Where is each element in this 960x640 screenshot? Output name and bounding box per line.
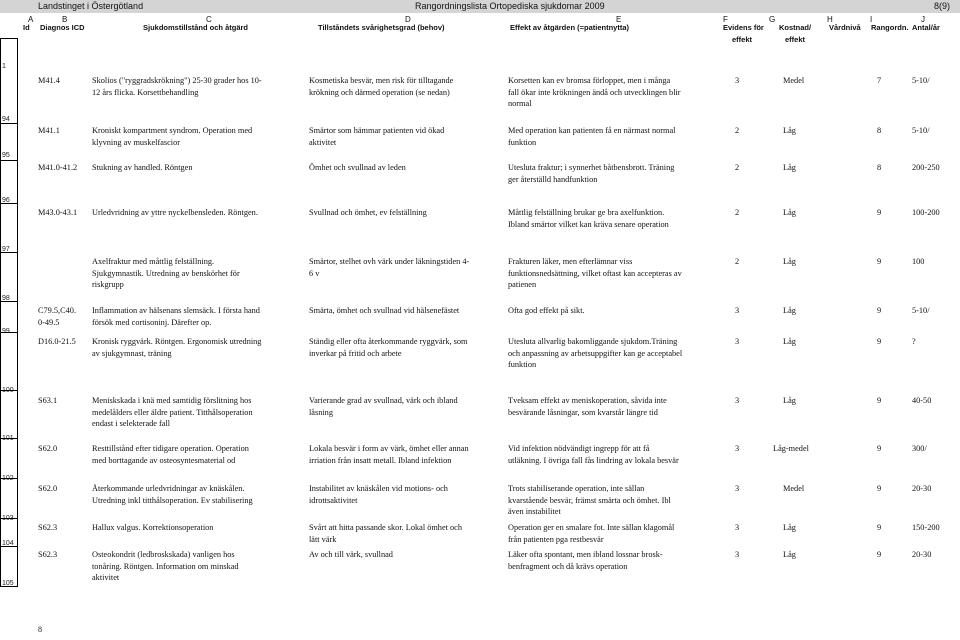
row-separator	[0, 332, 18, 333]
cell-sjukdom: Utredning inkl titthålsoperation. Ev stabilisering	[92, 495, 253, 505]
cell-sjukdom: Hallux valgus. Korrektionsoperation	[92, 523, 214, 532]
column-letter: D	[405, 15, 411, 24]
cell-effekt: ger återställd handfunktion	[508, 174, 598, 184]
row-number: 97	[2, 246, 10, 253]
header-effekt: Effekt av åtgärden (=patientnytta)	[510, 23, 629, 32]
row-number: 100	[2, 387, 14, 394]
cell-sjukdom: Kronisk ryggvärk. Röntgen. Ergonomisk utredning	[92, 337, 262, 346]
row-separator	[0, 123, 18, 124]
cell-evidens: 3	[735, 306, 740, 315]
cell-svarighet: Lokala besvär i form av värk, ömhet eller annan	[309, 444, 469, 453]
row-separator	[0, 203, 18, 204]
cell-svarighet: aktivitet	[309, 137, 337, 147]
footer-page-number: 8	[38, 625, 42, 634]
cell-sjukdom: Stukning av handled. Röntgen	[92, 163, 193, 172]
cell-rang: 9	[877, 484, 882, 493]
cell-sjukdom: Återkommande urledvridningar av knäskålen.	[92, 484, 245, 493]
cell-rang: 9	[877, 396, 882, 405]
row-number: 98	[2, 295, 10, 302]
cell-sjukdom: 12 års flicka. Korsettbehandling	[92, 87, 199, 97]
cell-kostnad: Låg	[783, 163, 796, 172]
cell-sjukdom: Axelfraktur med måttlig felställning.	[92, 257, 215, 266]
cell-rang: 9	[877, 523, 882, 532]
cell-rang: 9	[877, 306, 882, 315]
cell-svarighet: krökning och därmed operation (se nedan)	[309, 87, 450, 97]
cell-svarighet: inverkar på fritid och arbete	[309, 348, 402, 358]
row-separator	[0, 160, 18, 161]
cell-svarighet: Svårt att hitta passande skor. Lokal ömhet och	[309, 523, 462, 532]
cell-effekt: Ofta god effekt på sikt.	[508, 306, 585, 315]
cell-effekt: funktion	[508, 137, 537, 147]
cell-antal: 5-10/	[912, 306, 930, 315]
column-letter: J	[921, 15, 925, 24]
cell-antal: 5-10/	[912, 126, 930, 135]
row-number: 99	[2, 328, 10, 335]
cell-sjukdom: med borttagande av osteosyntesmaterial od	[92, 455, 236, 465]
cell-evidens: 3	[735, 76, 740, 85]
cell-effekt: Ibland smärtor vilket kan kräva senare operation	[508, 219, 669, 229]
cell-kostnad: Låg	[783, 306, 796, 315]
row-separator	[0, 38, 18, 39]
row-separator	[0, 438, 18, 439]
cell-svarighet: Ömhet och svullnad av leden	[309, 163, 406, 172]
cell-sjukdom: Kroniskt kompartment syndrom. Operation med	[92, 126, 253, 135]
row-number: 96	[2, 197, 10, 204]
cell-antal: ?	[912, 337, 916, 346]
cell-diagnos: M41.4	[38, 76, 60, 85]
cell-effekt: Tveksam effekt av meniskoperation, såvida inte	[508, 396, 667, 405]
cell-effekt: normal	[508, 99, 532, 108]
cell-effekt: utläkning. I övriga fall fås lindring av lokala besvär	[508, 455, 679, 465]
cell-svarighet: Ständig eller ofta återkommande ryggvärk, som	[309, 337, 468, 346]
cell-diagnos: M41.1	[38, 126, 60, 135]
cell-antal: 20-30	[912, 550, 932, 559]
row-number: 95	[2, 152, 10, 159]
cell-sjukdom: av sjukgymnast, träning	[92, 348, 172, 358]
cell-diagnos: C79.5,C40.	[38, 306, 77, 315]
header-svarighet: Tillståndets svårighetsgrad (behov)	[318, 23, 445, 32]
cell-evidens: 3	[735, 550, 740, 559]
cell-kostnad: Låg	[783, 126, 796, 135]
cell-diagnos: S62.0	[38, 444, 58, 453]
cell-svarighet: låsning	[309, 407, 333, 417]
cell-effekt: Med operation kan patienten få en närmast normal	[508, 126, 676, 135]
cell-sjukdom: Resttillstånd efter tidigare operation. Operation	[92, 444, 249, 453]
cell-effekt: besvärande låsningar, som kvarstår längre tid	[508, 407, 658, 417]
column-letter: G	[769, 15, 776, 24]
cell-rang: 9	[877, 337, 882, 346]
cell-sjukdom: Inflammation av hälsenans slemsäck. I första hand	[92, 306, 260, 315]
header-sjukdom: Sjukdomstillstånd och åtgärd	[143, 23, 249, 32]
cell-effekt: Utesluta fraktur; i synnerhet båtbensbrott. Träning	[508, 163, 675, 172]
cell-svarighet: Smärtor som hämmar patienten vid ökad	[309, 126, 445, 135]
cell-sjukdom: Sjukgymnastik. Utredning av benskörhet för	[92, 268, 240, 278]
cell-svarighet: Svullnad och ömhet, ev felställning	[309, 208, 427, 217]
cell-svarighet: Smärta, ömhet och svullnad vid hälsenefästet	[309, 306, 460, 315]
cell-kostnad: Medel	[783, 484, 805, 493]
cell-effekt: funktion	[508, 360, 537, 369]
cell-rang: 9	[877, 444, 882, 453]
cell-kostnad: Låg	[783, 523, 796, 532]
cell-sjukdom: Meniskskada i knä med samtidig förslitning hos	[92, 396, 252, 405]
row-number: 103	[2, 515, 14, 522]
cell-effekt: fall ökar inte krökningen ändå och utvecklingen blir	[508, 87, 681, 97]
cell-svarighet: Smärtor, stelhet ovh värk under läkningstiden 4-	[309, 257, 470, 266]
cell-svarighet: Varierande grad av svullnad, värk och ibland	[309, 396, 458, 405]
cell-antal: 200-250	[912, 163, 940, 172]
cell-effekt: Vid infektion nödvändigt ingrepp för att få	[508, 444, 650, 453]
row-separator	[0, 586, 18, 587]
row-separator	[0, 478, 18, 479]
header-evidens-line2: effekt	[732, 35, 753, 44]
column-letter: E	[616, 15, 622, 24]
cell-effekt: Korsetten kan ev bromsa förloppet, men i många	[508, 76, 671, 85]
cell-evidens: 3	[735, 444, 740, 453]
cell-rang: 9	[877, 257, 882, 266]
header-rangordn: Rangordn.	[871, 23, 909, 32]
row-separator	[0, 390, 18, 391]
cell-sjukdom: Skolios ("ryggradskrökning") 25-30 grader hos 10-	[92, 76, 262, 85]
cell-diagnos: D16.0-21.5	[38, 337, 76, 346]
cell-evidens: 2	[735, 126, 740, 135]
cell-kostnad: Låg	[783, 257, 796, 266]
cell-rang: 7	[877, 76, 882, 85]
cell-sjukdom: endast i selekterade fall	[92, 419, 171, 428]
cell-evidens: 2	[735, 208, 740, 217]
cell-sjukdom: tonåring. Röntgen. Information om minskad	[92, 561, 239, 571]
cell-kostnad: Låg	[783, 550, 796, 559]
cell-evidens: 3	[735, 337, 740, 346]
cell-effekt: patienen	[508, 280, 537, 289]
cell-diagnos: S62.0	[38, 484, 58, 493]
cell-diagnos: M41.0-41.2	[38, 163, 78, 172]
cell-sjukdom: klyvning av muskelfascior	[92, 137, 181, 147]
cell-effekt: benfragment och då krävs operation	[508, 561, 628, 571]
header-kostnad: Kostnad/	[779, 23, 812, 32]
cell-evidens: 3	[735, 396, 740, 405]
cell-svarighet: Kosmetiska besvär, men risk för tilltagande	[309, 76, 454, 85]
cell-svarighet: 6 v	[309, 268, 320, 278]
header-kostnad-line2: effekt	[785, 35, 806, 44]
cell-svarighet: Instabilitet av knäskålen vid motions- och	[309, 484, 448, 493]
cell-evidens: 3	[735, 523, 740, 532]
header-antal: Antal/år	[912, 23, 940, 32]
cell-effekt: Operation ger en smalare fot. Inte sällan klagomål	[508, 523, 675, 532]
cell-sjukdom: medelålders eller äldre patient. Titthålsoperation	[92, 407, 253, 417]
cell-kostnad: Låg	[783, 337, 796, 346]
cell-kostnad: Medel	[783, 76, 805, 85]
cell-effekt: Utesluta allvarlig bakomliggande sjukdom.Träning	[508, 337, 678, 346]
cell-svarighet: lätt värk	[309, 534, 337, 544]
cell-svarighet: idrottsaktivitet	[309, 495, 358, 505]
cell-svarighet: Av och till värk, svullnad	[309, 550, 393, 559]
header-vardniva: Vårdnivå	[829, 23, 861, 32]
cell-diagnos: S62.3	[38, 523, 58, 532]
cell-effekt: Trots stabiliserande operation, inte sällan	[508, 484, 645, 493]
row-gutter-right-border	[17, 38, 18, 586]
cell-effekt: funktionsnedsättning, vilket oftast kan accepteras av	[508, 268, 682, 278]
cell-diagnos: S63.1	[38, 396, 58, 405]
cell-rang: 8	[877, 163, 882, 172]
cell-sjukdom: riskgrupp	[92, 280, 124, 289]
cell-kostnad: Låg	[783, 396, 796, 405]
cell-sjukdom: försök med cortisoninj. Därefter op.	[92, 317, 212, 327]
cell-sjukdom: Osteokondrit (ledbroskskada) vanligen hos	[92, 550, 235, 559]
cell-diagnos: M43.0-43.1	[38, 208, 78, 217]
cell-effekt: Måttlig felställning brukar ge bra axelfunktion.	[508, 208, 665, 217]
header-evidens: Evidens för	[723, 23, 764, 32]
row-number: 105	[2, 580, 14, 587]
cell-diagnos: S62.3	[38, 550, 58, 559]
cell-antal: 100	[912, 257, 925, 266]
cell-effekt: och anpassning av arbetsuppgifter kan ge acceptabel	[508, 348, 683, 358]
header-id: Id	[23, 23, 30, 32]
column-letter: H	[827, 15, 833, 24]
row-number: 104	[2, 540, 14, 547]
row-separator	[0, 301, 18, 302]
cell-svarighet: irriation från insatt metall. Ibland infektion	[309, 455, 452, 465]
row-number: 102	[2, 475, 14, 482]
cell-effekt: Läker ofta spontant, men ibland lossnar brosk-	[508, 550, 663, 559]
header-diagnos: Diagnos ICD	[40, 23, 85, 32]
cell-sjukdom: Urledvridning av yttre nyckelbensleden. Röntgen.	[92, 208, 258, 217]
cell-effekt: även instabilitet	[508, 507, 561, 516]
cell-rang: 8	[877, 126, 882, 135]
cell-kostnad: Låg-medel	[773, 444, 809, 453]
cell-diagnos: 0-49.5	[38, 317, 60, 327]
cell-rang: 9	[877, 208, 882, 217]
header-page-number: 8(9)	[934, 1, 951, 11]
cell-antal: 100-200	[912, 208, 940, 217]
row-gutter-left-border	[0, 38, 1, 586]
cell-antal: 300/	[912, 444, 927, 453]
row-number: 94	[2, 116, 10, 123]
row-separator	[0, 518, 18, 519]
cell-evidens: 3	[735, 484, 740, 493]
cell-antal: 150-200	[912, 523, 940, 532]
column-letter: C	[206, 15, 212, 24]
cell-evidens: 2	[735, 163, 740, 172]
header-organization: Landstinget i Östergötland	[38, 1, 144, 11]
row-number-header: 1	[2, 63, 6, 70]
row-separator	[0, 546, 18, 547]
cell-effekt: från patienten pga restbesvär	[508, 534, 604, 544]
cell-rang: 9	[877, 550, 882, 559]
cell-effekt: Frakturen läker, men efterlämnar viss	[508, 257, 633, 266]
cell-kostnad: Låg	[783, 208, 796, 217]
column-letter: F	[723, 15, 728, 24]
cell-antal: 40-50	[912, 396, 932, 405]
cell-antal: 5-10/	[912, 76, 930, 85]
cell-evidens: 2	[735, 257, 740, 266]
cell-effekt: kvarstående besvär, främst smärta och ömhet. Ibl	[508, 495, 671, 505]
header-title: Rangordningslista Ortopediska sjukdomar 2009	[415, 1, 605, 11]
row-separator	[0, 252, 18, 253]
column-letter: I	[870, 15, 873, 24]
cell-antal: 20-30	[912, 484, 932, 493]
column-letter: B	[62, 15, 68, 24]
row-number: 101	[2, 435, 14, 442]
page-header	[0, 0, 960, 13]
column-letter: A	[28, 15, 34, 24]
cell-sjukdom: aktivitet	[92, 573, 120, 582]
